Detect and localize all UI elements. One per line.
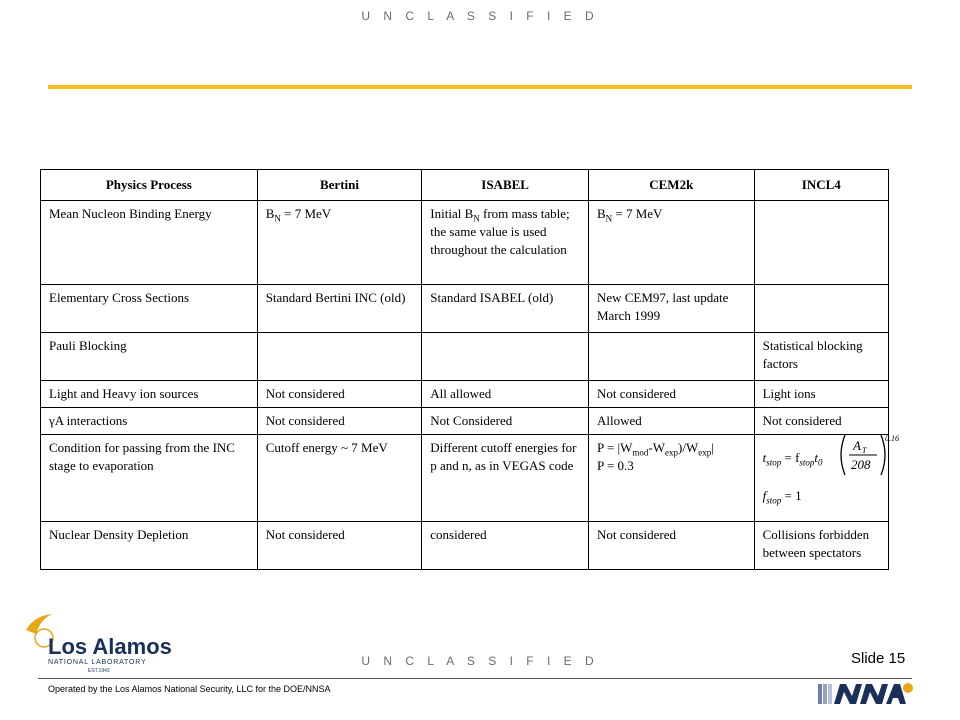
fraction-exponent: 0.16 xyxy=(884,434,899,443)
fraction-numerator-sub: T xyxy=(861,446,867,455)
cell-incl4: Statistical blocking factors xyxy=(754,333,888,381)
cell-incl4 xyxy=(754,434,899,522)
cell-process: Condition for passing from the INC stage to evaporation xyxy=(41,435,258,522)
cell-bertini: Not considered xyxy=(257,408,422,435)
table-row xyxy=(41,333,889,381)
cell-process: Elementary Cross Sections xyxy=(41,285,258,333)
stop-time-equation: $t_{stop} = f_{stop}t_0$ xyxy=(762,450,823,468)
fraction-numerator: A xyxy=(852,438,861,453)
cell-cem2k: Allowed xyxy=(588,408,754,435)
cell-cem2k: $B_N = 7$ MeV xyxy=(588,201,754,285)
cell-cem2k: Not considered xyxy=(588,522,754,570)
cell-bertini: $B_N = 7$ MeV xyxy=(257,201,422,285)
cell-isabel: considered xyxy=(422,522,589,570)
header-cem2k: CEM2k xyxy=(588,170,754,201)
cell-isabel: Initial $B_N$ from mass table; the same value is used throughout the calculation xyxy=(422,201,589,285)
table-row xyxy=(41,201,889,285)
header-isabel: ISABEL xyxy=(422,170,589,201)
cell-incl4 xyxy=(754,285,888,333)
cell-incl4: Collisions forbidden between spectators xyxy=(754,522,888,570)
cell-bertini xyxy=(257,333,422,381)
physics-comparison-table xyxy=(40,169,899,570)
cell-isabel: Standard ISABEL (old) xyxy=(422,285,589,333)
cell-isabel: Different cutoff energies for p and n, as in VEGAS code xyxy=(422,435,589,522)
table-row xyxy=(41,381,889,408)
cell-process: γA interactions xyxy=(41,408,258,435)
cell-incl4 xyxy=(754,201,888,285)
cell-isabel: All allowed xyxy=(422,381,589,408)
stop-time-formula xyxy=(759,434,899,521)
logo-subtitle: NATIONAL LABORATORY xyxy=(48,659,147,666)
cell-bertini: Not considered xyxy=(257,381,422,408)
table-row xyxy=(41,435,889,522)
stop-factor-equation: $f_{stop} = 1$ xyxy=(762,488,802,506)
table-row xyxy=(41,408,889,435)
cell-cem2k: New CEM97, last update March 1999 xyxy=(588,285,754,333)
nnsa-logo xyxy=(818,681,914,707)
table-row xyxy=(41,285,889,333)
classification-footer: U N C L A S S I F I E D xyxy=(361,654,599,668)
gold-divider xyxy=(48,85,912,89)
header-bertini: Bertini xyxy=(257,170,422,201)
cell-process: Mean Nucleon Binding Energy xyxy=(41,201,258,285)
footer-divider xyxy=(38,678,912,679)
table-header-row xyxy=(41,170,889,201)
cell-isabel: Not Considered xyxy=(422,408,589,435)
cell-process: Nuclear Density Depletion xyxy=(41,522,258,570)
cell-cem2k xyxy=(588,333,754,381)
cell-cem2k: $P = |W_{mod}-W_{exp})/W_{exp}|$ P = 0.3 xyxy=(588,435,754,522)
cell-bertini: Not considered xyxy=(257,522,422,570)
operated-by-text: Operated by the Los Alamos National Security, LLC for the DOE/NNSA xyxy=(48,684,331,694)
header-incl4: INCL4 xyxy=(754,170,888,201)
slide-number: Slide 15 xyxy=(851,650,906,667)
cell-incl4: Not considered xyxy=(754,408,888,435)
fraction-denominator: 208 xyxy=(850,457,871,472)
cell-bertini: Standard Bertini INC (old) xyxy=(257,285,422,333)
classification-header: U N C L A S S I F I E D xyxy=(361,9,599,23)
fraction-paren-icon xyxy=(839,433,909,477)
header-physics-process: Physics Process xyxy=(41,170,258,201)
cell-bertini: Cutoff energy ~ 7 MeV xyxy=(257,435,422,522)
cell-isabel xyxy=(422,333,589,381)
cell-incl4: Light ions xyxy=(754,381,888,408)
logo-wordmark: Los Alamos xyxy=(48,634,172,659)
cell-cem2k: Not considered xyxy=(588,381,754,408)
cell-process: Pauli Blocking xyxy=(41,333,258,381)
table-row xyxy=(41,522,889,570)
cell-process: Light and Heavy ion sources xyxy=(41,381,258,408)
logo-established: EST.1943 xyxy=(88,668,110,674)
